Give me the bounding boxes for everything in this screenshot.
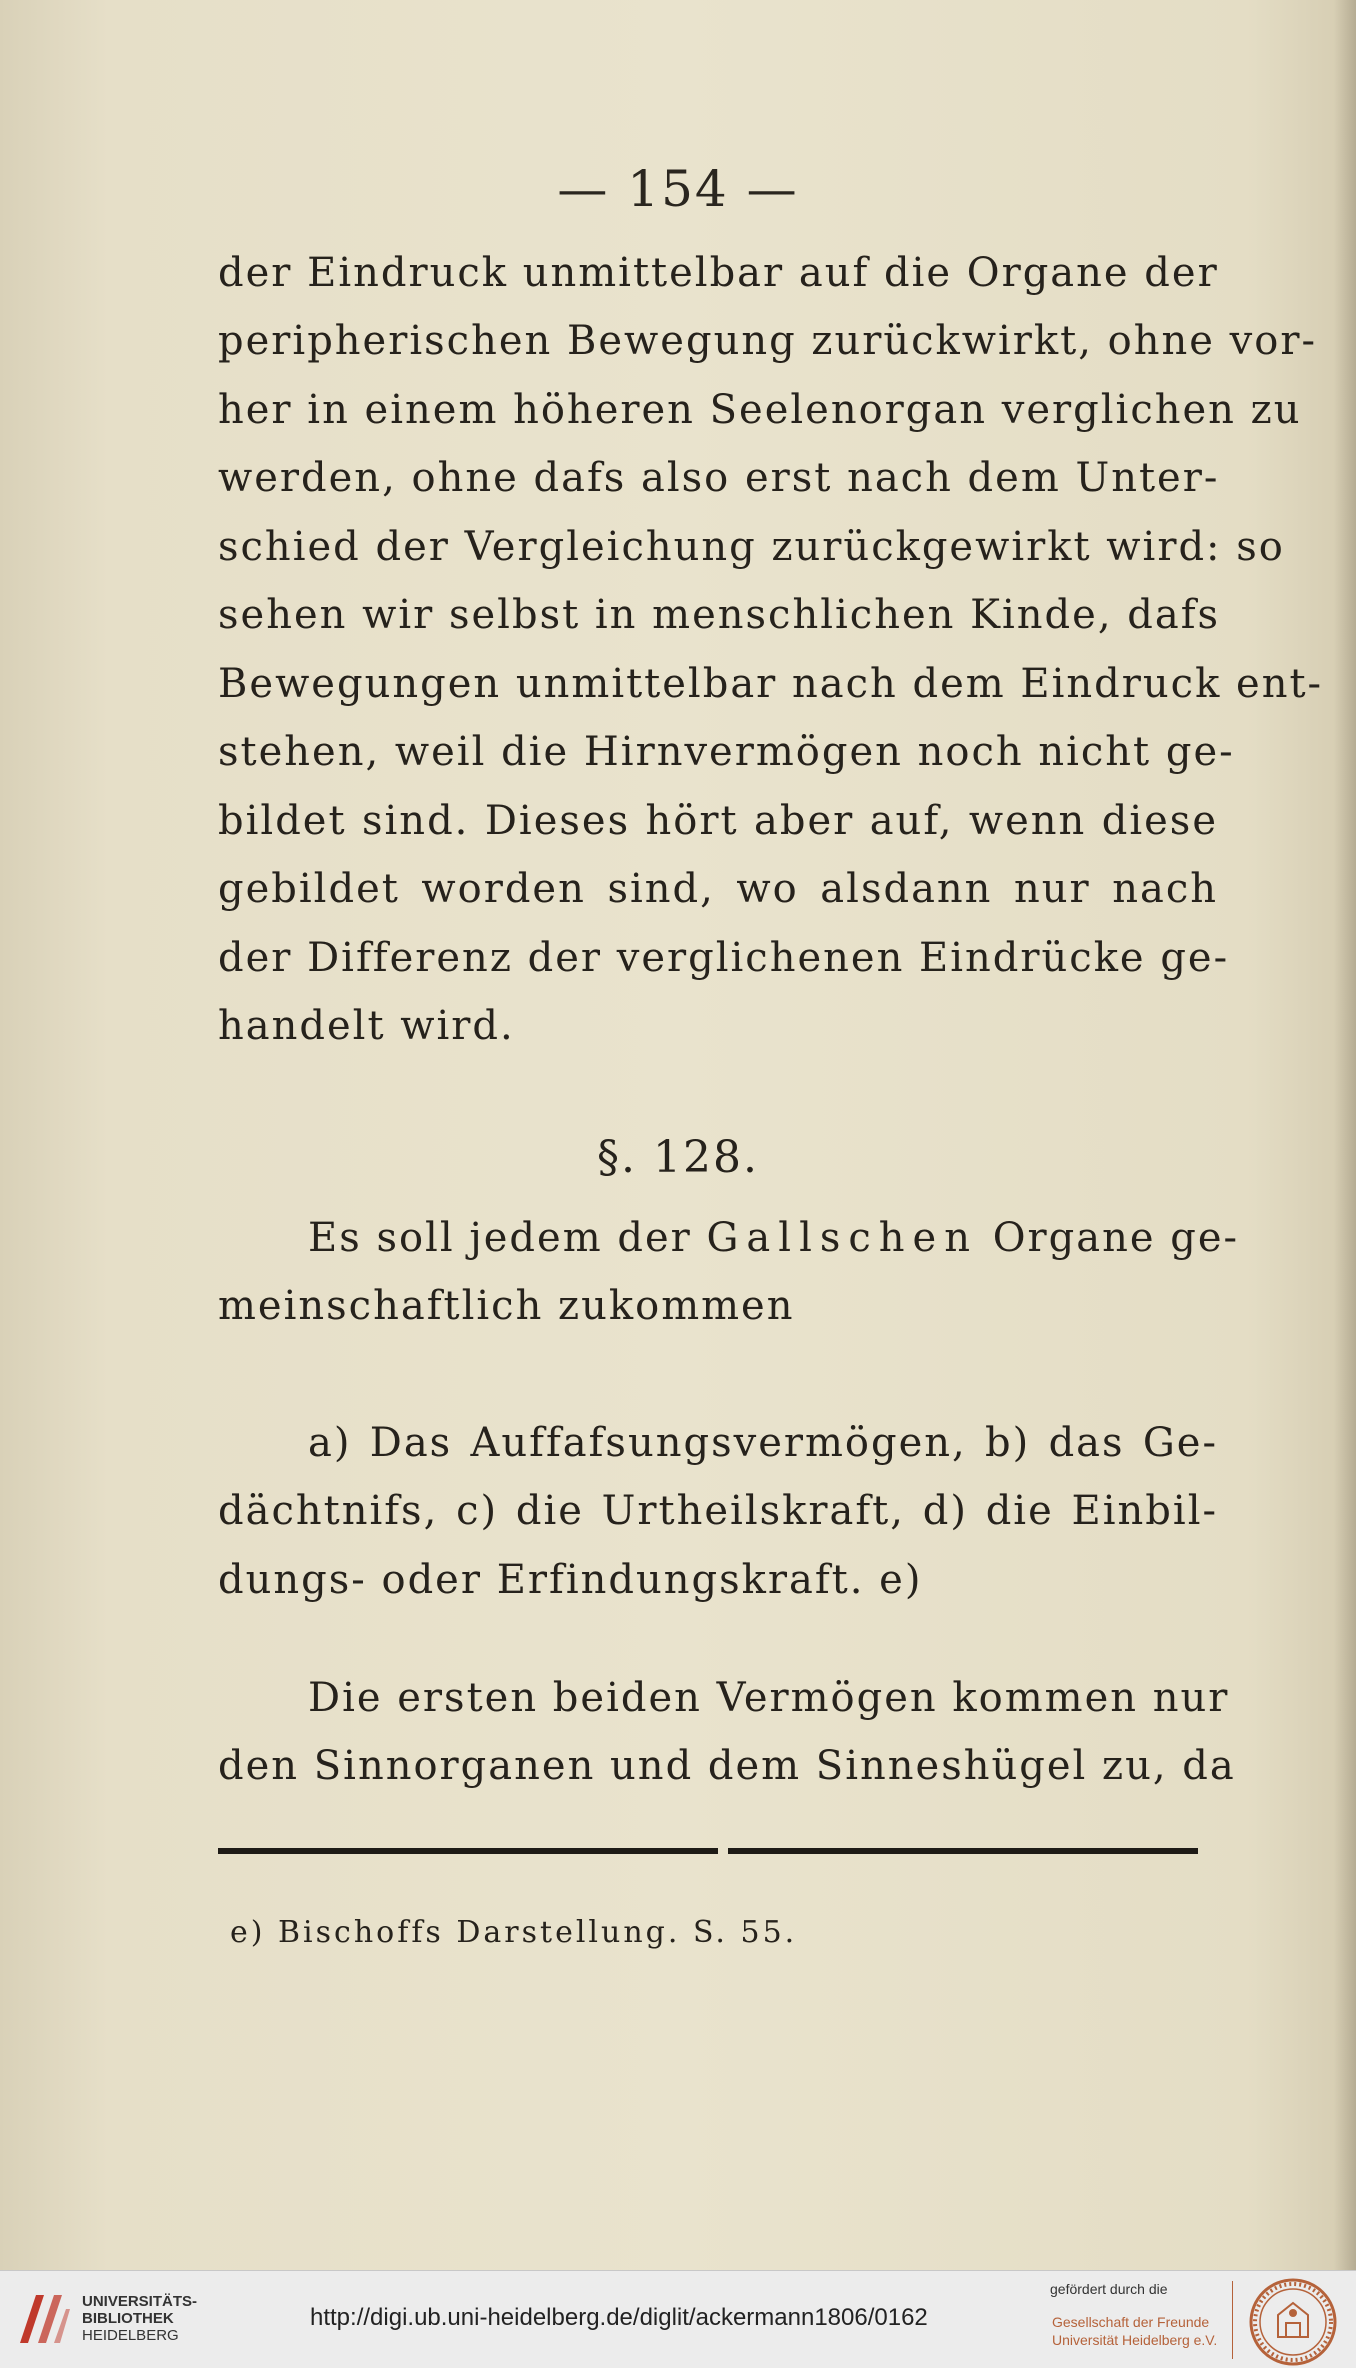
text-line: der Differenz der verglichenen Eindrücke ge-	[218, 935, 1230, 981]
text-line: gebildet worden sind, wo alsdann nur nach	[218, 866, 1218, 912]
university-seal-icon	[1248, 2277, 1338, 2367]
text-span: Es soll jedem der	[308, 1215, 707, 1261]
text-line: bildet sind. Dieses hört aber auf, wenn diese	[218, 798, 1218, 844]
text-line: dächtnifs, c) die Urtheilskraft, d) die Einbil-	[218, 1488, 1218, 1534]
text-line: den Sinnorganen und dem Sinneshügel zu, da	[218, 1743, 1236, 1789]
viewer-footer	[0, 2270, 1356, 2368]
text-line: meinschaftlich zukommen	[218, 1283, 795, 1329]
text-line: a) Das Auffafsungsvermögen, b) das Ge-	[308, 1420, 1218, 1466]
text-line: dungs- oder Erfindungskraft. e)	[218, 1557, 923, 1603]
page-number: — 154 —	[557, 160, 799, 218]
footnote-rule-left	[218, 1848, 718, 1854]
library-name-line: HEIDELBERG	[82, 2327, 179, 2344]
footnote: e) Bischoffs Darstellung. S. 55.	[230, 1915, 798, 1950]
sponsor-line: Gesellschaft der Freunde	[1052, 2314, 1210, 2330]
text-line: Bewegungen unmittelbar nach dem Eindruck ent-	[218, 661, 1324, 707]
text-line: her in einem höheren Seelenorgan verglichen zu	[218, 387, 1302, 433]
text-line: stehen, weil die Hirnvermögen noch nicht ge-	[218, 729, 1235, 775]
footnote-rule-right	[728, 1848, 1198, 1854]
library-logo-icon	[14, 2289, 74, 2349]
sponsor-line: Universität Heidelberg e.V.	[1052, 2332, 1218, 2348]
sponsor-name	[1052, 2313, 1217, 2349]
library-name	[82, 2293, 197, 2344]
text-line: sehen wir selbst in menschlichen Kinde, dafs	[218, 592, 1221, 638]
text-line: handelt wird.	[218, 1003, 515, 1049]
text-line: Die ersten beiden Vermögen kommen nur	[308, 1675, 1230, 1721]
emphasized-name: Gallschen	[706, 1215, 978, 1261]
text-line: werden, ohne dafs also erst nach dem Unter-	[218, 455, 1220, 501]
text-line: peripherischen Bewegung zurückwirkt, ohne vor-	[218, 318, 1317, 364]
library-name-line: UNIVERSITÄTS-	[82, 2293, 198, 2310]
text-line: der Eindruck unmittelbar auf die Organe der	[218, 250, 1219, 296]
permalink-url[interactable]: http://digi.ub.uni-heidelberg.de/diglit/ackermann1806/0162	[310, 2304, 928, 2331]
footer-divider	[1232, 2281, 1233, 2359]
sponsor-label: gefördert durch die	[1050, 2281, 1168, 2297]
text-line	[218, 1215, 1240, 1275]
text-span: Organe ge-	[977, 1215, 1240, 1261]
section-heading: §. 128.	[597, 1132, 759, 1183]
text-line: schied der Vergleichung zurückgewirkt wird: so	[218, 524, 1285, 570]
library-name-line: BIBLIOTHEK	[82, 2310, 174, 2327]
